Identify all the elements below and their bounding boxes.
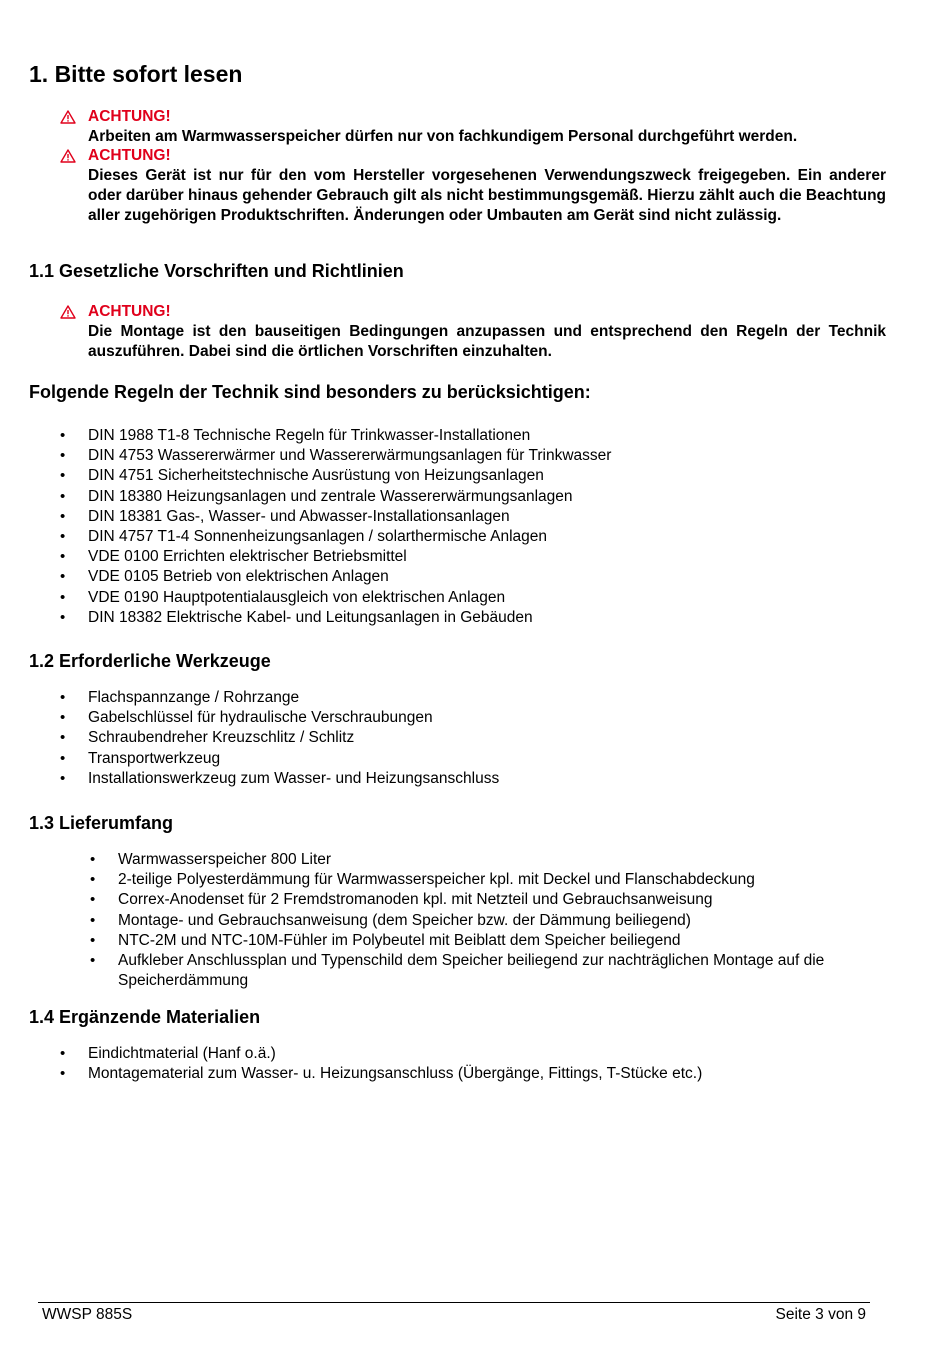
warning-label: ACHTUNG! <box>88 147 171 164</box>
delivery-list <box>90 850 890 991</box>
list-item: • Flachspannzange / Rohrzange <box>60 688 900 708</box>
warning-text: Dieses Gerät ist nur für den vom Hersteller vorgesehenen Verwendungszweck freigegeben. Ein anderer oder darüber hinaus gehender Gebrauch gilt als nicht bestimmungsgemäß. Hierzu zählt auch die Beachtung aller zugehörigen Produktschriften. Änderungen oder Umbauten am Gerät sind nicht zulässig. <box>88 167 886 224</box>
warning-triangle-icon <box>60 110 76 124</box>
warning-block <box>60 302 886 362</box>
list-item: • Warmwasserspeicher 800 Liter <box>90 850 890 870</box>
footer-divider <box>38 1302 870 1303</box>
page-title: 1. Bitte sofort lesen <box>29 61 243 87</box>
list-item: • VDE 0105 Betrieb von elektrischen Anlagen <box>60 567 900 587</box>
list-item: • DIN 4757 T1-4 Sonnenheizungsanlagen / solarthermische Anlagen <box>60 527 900 547</box>
list-item: • DIN 18382 Elektrische Kabel- und Leitungsanlagen in Gebäuden <box>60 608 900 628</box>
warning-triangle-icon <box>60 305 76 319</box>
list-item: • DIN 1988 T1-8 Technische Regeln für Trinkwasser-Installationen <box>60 426 900 446</box>
section-heading-1-4: 1.4 Ergänzende Materialien <box>29 1007 261 1027</box>
list-item: • Correx-Anodenset für 2 Fremdstromanoden kpl. mit Netzteil und Gebrauchsanweisung <box>90 890 890 910</box>
list-item: • Gabelschlüssel für hydraulische Verschraubungen <box>60 708 900 728</box>
warning-block <box>60 146 886 226</box>
section-heading-1-1: 1.1 Gesetzliche Vorschriften und Richtlinien <box>29 261 404 281</box>
warning-label: ACHTUNG! <box>88 303 171 320</box>
list-item: • Installationswerkzeug zum Wasser- und Heizungsanschluss <box>60 769 900 789</box>
footer-page-number: Seite 3 von 9 <box>775 1306 866 1323</box>
list-item: • DIN 4753 Wassererwärmer und Wassererwärmungsanlagen für Trinkwasser <box>60 446 900 466</box>
list-item: • Montagematerial zum Wasser- u. Heizungsanschluss (Übergänge, Fittings, T-Stücke etc.) <box>60 1064 900 1084</box>
list-item: • Montage- und Gebrauchsanweisung (dem Speicher bzw. der Dämmung beiliegend) <box>90 911 890 931</box>
section-heading-1-2: 1.2 Erforderliche Werkzeuge <box>29 651 271 671</box>
rules-heading: Folgende Regeln der Technik sind besonders zu berücksichtigen: <box>29 382 591 402</box>
list-item: • Transportwerkzeug <box>60 749 900 769</box>
list-item: • DIN 18381 Gas-, Wasser- und Abwasser-Installationsanlagen <box>60 507 900 527</box>
list-item: • Schraubendreher Kreuzschlitz / Schlitz <box>60 728 900 748</box>
section-heading-1-3: 1.3 Lieferumfang <box>29 813 174 833</box>
warning-text: Arbeiten am Warmwasserspeicher dürfen nur von fachkundigem Personal durchgeführt werden. <box>88 128 798 145</box>
list-item: • NTC-2M und NTC-10M-Fühler im Polybeutel mit Beiblatt dem Speicher beiliegend <box>90 931 890 951</box>
list-item: • 2-teilige Polyesterdämmung für Warmwasserspeicher kpl. mit Deckel und Flanschabdeckung <box>90 870 890 890</box>
warning-label: ACHTUNG! <box>88 108 171 125</box>
tools-list <box>60 688 900 789</box>
footer-document-id: WWSP 885S <box>42 1306 133 1323</box>
materials-list <box>60 1044 900 1084</box>
list-item: • VDE 0100 Errichten elektrischer Betriebsmittel <box>60 547 900 567</box>
list-item: • Eindichtmaterial (Hanf o.ä.) <box>60 1044 900 1064</box>
list-item: • VDE 0190 Hauptpotentialausgleich von elektrischen Anlagen <box>60 588 900 608</box>
warning-text: Die Montage ist den bauseitigen Bedingungen anzupassen und entsprechend den Regeln der Technik auszuführen. Dabei sind die örtlichen Vorschriften einzuhalten. <box>88 323 886 360</box>
warning-triangle-icon <box>60 149 76 163</box>
list-item: • Aufkleber Anschlussplan und Typenschild dem Speicher beiliegend zur nachträglichen Montage auf die Speicherdämmung <box>90 951 890 991</box>
list-item: • DIN 4751 Sicherheitstechnische Ausrüstung von Heizungsanlagen <box>60 466 900 486</box>
list-item: • DIN 18380 Heizungsanlagen und zentrale Wassererwärmungsanlagen <box>60 487 900 507</box>
warning-block <box>60 107 886 147</box>
rules-list <box>60 426 900 628</box>
